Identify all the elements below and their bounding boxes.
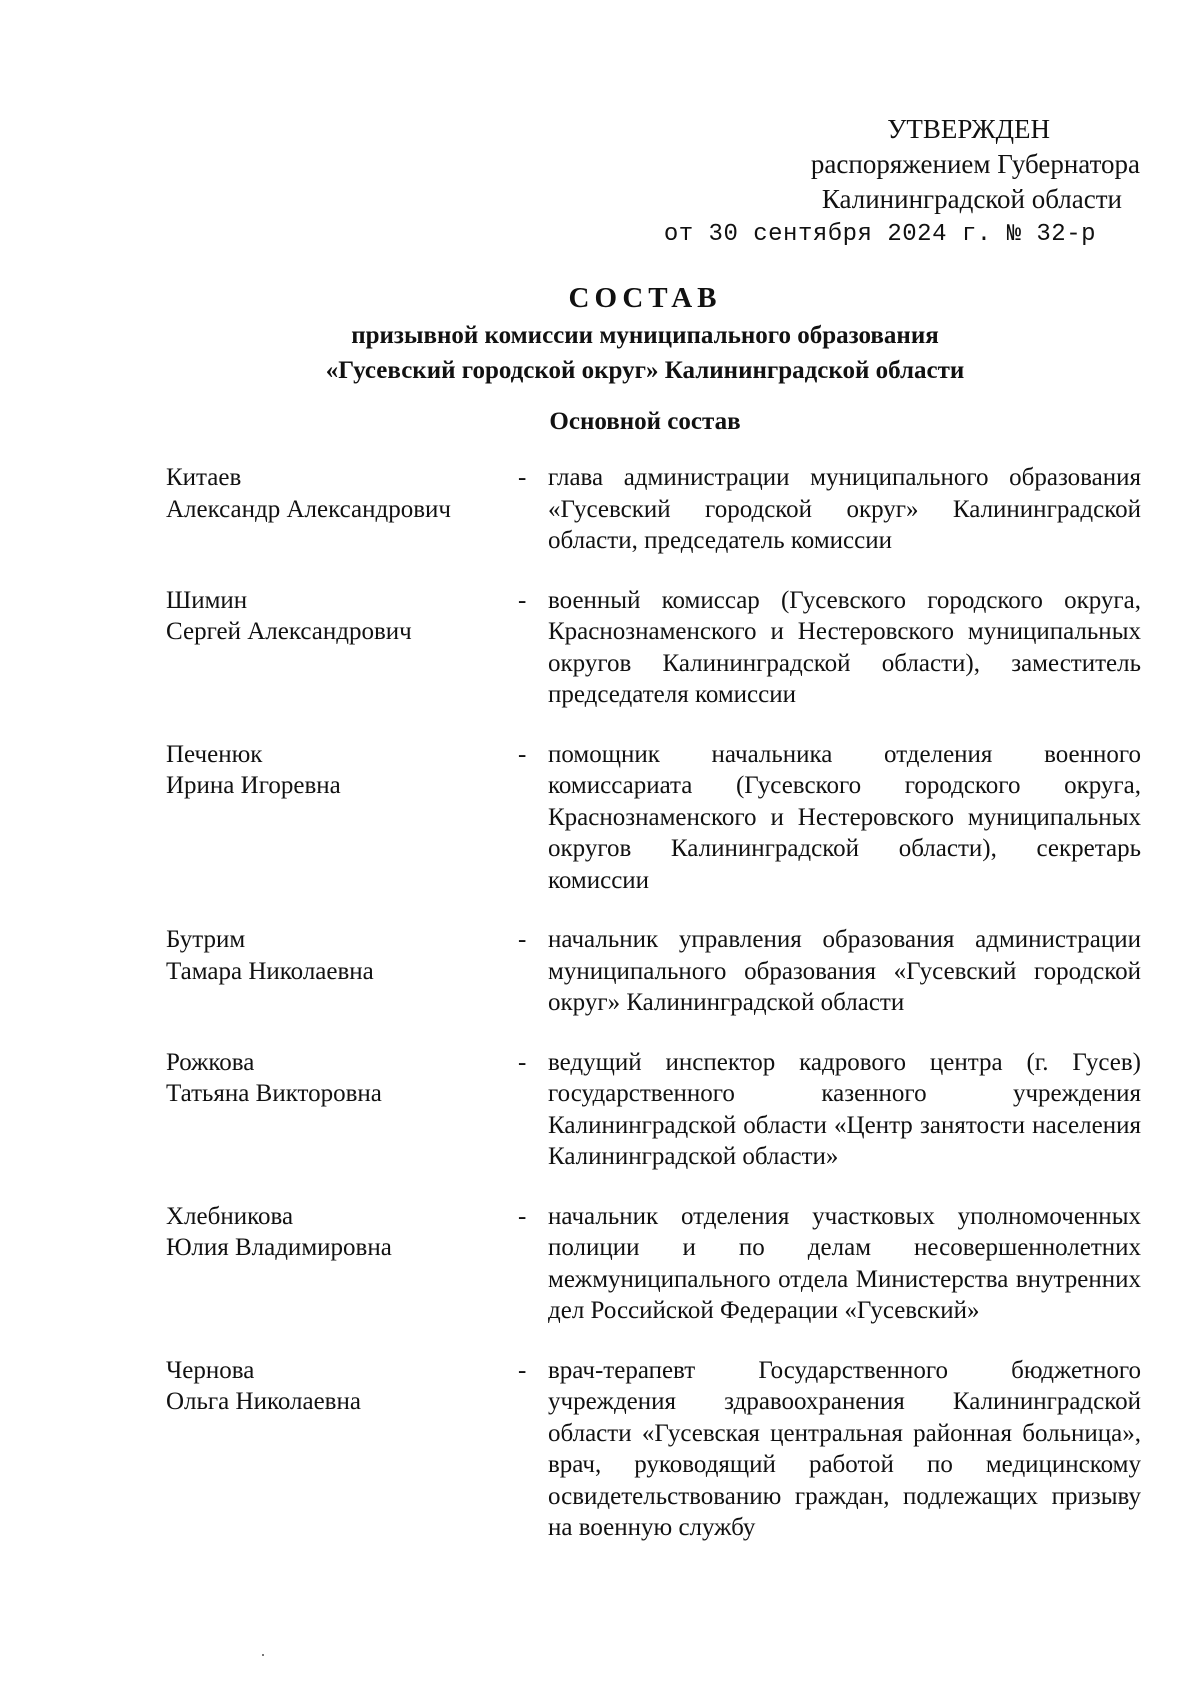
member-dash: - — [518, 1202, 527, 1230]
title-line-3: «Гусевский городской округ» Калининградской области — [325, 357, 965, 384]
member-name — [166, 924, 518, 987]
member-given-names: Тамара Николаевна — [166, 957, 374, 985]
approval-stamp — [580, 112, 1140, 252]
member-dash: - — [518, 740, 527, 768]
section-heading: Основной состав — [549, 408, 741, 435]
member-entry — [166, 1355, 1141, 1544]
member-dash: - — [518, 1048, 527, 1076]
member-given-names: Татьяна Викторовна — [166, 1080, 382, 1107]
document-title — [150, 278, 1140, 388]
member-name — [166, 462, 518, 525]
member-entry — [166, 585, 1141, 711]
title-main: СОСТАВ — [568, 282, 722, 314]
member-surname: Шимин — [166, 586, 248, 614]
member-given-names: Сергей Александрович — [166, 618, 412, 645]
member-role: ведущий инспектор кадрового центра (г. Гусев) государственного казенного учреждения Калининградской области «Центр занятости населения Калининградской области» — [548, 1048, 1141, 1170]
approval-date-number: от 30 сентября 2024 г. № 32-р — [663, 221, 1096, 248]
member-name — [166, 739, 518, 802]
member-surname: Бутрим — [166, 926, 246, 953]
member-given-names: Юлия Владимировна — [166, 1234, 392, 1261]
member-entry — [166, 1201, 1141, 1327]
member-role: начальник управления образования администрации муниципального образования «Гусевский городской округ» Калининградской области — [548, 926, 1141, 1016]
member-dash: - — [518, 464, 527, 491]
member-name — [166, 1201, 518, 1264]
approval-authority: распоряжением Губернатора — [810, 149, 1140, 179]
member-dash: - — [518, 1356, 527, 1384]
member-entry — [166, 462, 1141, 557]
member-given-names: Александр Александрович — [166, 495, 451, 523]
member-dash: - — [518, 926, 527, 953]
member-entry — [166, 1047, 1141, 1173]
member-name — [166, 1047, 518, 1110]
title-line-2: призывной комиссии муниципального образования — [351, 322, 939, 349]
member-dash: - — [518, 586, 527, 614]
member-surname: Рожкова — [166, 1048, 255, 1076]
member-role: помощник начальника отделения военного комиссариата (Гусевского городского округа, Краснознаменского и Нестеровского муниципальных округов Калининградской области), секретарь комиссии — [548, 740, 1141, 894]
member-role: военный комиссар (Гусевского городского округа, Краснознаменского и Нестеровского муниципальных округов Калининградской области), заместитель председателя комиссии — [548, 586, 1141, 708]
member-surname: Печенюк — [166, 740, 263, 768]
approval-region: Калининградской области — [821, 184, 1122, 214]
member-given-names: Ольга Николаевна — [166, 1388, 361, 1415]
scan-speck — [262, 1654, 264, 1656]
member-entry — [166, 739, 1141, 897]
member-role: глава администрации муниципального образования «Гусевский городской округ» Калининградской области, председатель комиссии — [548, 464, 1141, 554]
member-surname: Китаев — [166, 464, 242, 491]
member-role: врач-терапевт Государственного бюджетного учреждения здравоохранения Калининградской области «Гусевская центральная районная больница», врач, руководящий работой по медицинскому освидетельствованию граждан, подлежащих призыву на военную службу — [548, 1356, 1141, 1541]
members-list — [166, 462, 1141, 1572]
member-surname: Чернова — [166, 1356, 255, 1384]
member-name — [166, 1355, 518, 1418]
member-entry — [166, 924, 1141, 1019]
member-role: начальник отделения участковых уполномоченных полиции и по делам несовершеннолетних межмуниципального отдела Министерства внутренних дел Российской Федерации «Гусевский» — [548, 1202, 1141, 1324]
member-name — [166, 585, 518, 648]
approval-heading: УТВЕРЖДЕН — [887, 114, 1050, 144]
member-surname: Хлебникова — [166, 1202, 294, 1230]
member-given-names: Ирина Игоревна — [166, 772, 341, 799]
